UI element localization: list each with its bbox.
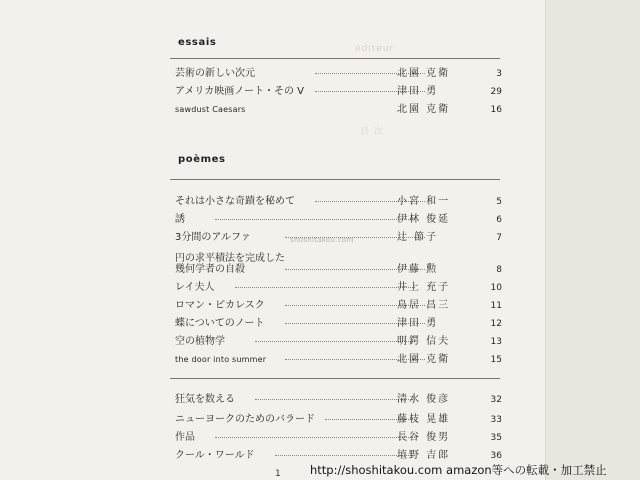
- entry-author: 伊林 俊延: [397, 214, 451, 225]
- section-rule: [170, 58, 500, 59]
- entry-author: 辻 節子: [397, 232, 439, 243]
- entry-title: ロマン・ピカレスク: [175, 300, 265, 311]
- entry-page: 13: [490, 337, 502, 347]
- entry-page: 8: [496, 265, 502, 275]
- footer-notice: http://shoshitakou.com amazon等への転載・加工禁止: [310, 463, 607, 477]
- watermark: shoshitakou.com: [290, 236, 354, 244]
- entry-author: 清水 俊彦: [397, 394, 451, 405]
- toc-entry: [175, 194, 505, 210]
- entry-author: 埴野 吉郎: [397, 450, 451, 461]
- leader-dots: [215, 219, 415, 220]
- entry-author: 北園 克衛: [397, 68, 451, 79]
- entry-title-line2: 幾何学者の自殺: [175, 264, 245, 275]
- toc-entry: [175, 280, 505, 296]
- entry-title: 3分間のアルファ: [175, 232, 251, 243]
- entry-title: クール・ワールド: [175, 450, 255, 461]
- entry-page: 3: [496, 69, 502, 79]
- entry-page: 33: [490, 415, 502, 425]
- entry-author: 井上 充子: [397, 282, 451, 293]
- entry-page: 16: [490, 105, 502, 115]
- entry-author: 津田 勇: [397, 318, 439, 329]
- toc-entry: [175, 334, 505, 350]
- entry-page: 10: [490, 283, 502, 293]
- leader-dots: [235, 287, 415, 288]
- entry-author: 津田 勇: [397, 86, 439, 97]
- leader-dots: [275, 455, 415, 456]
- page-edge: [545, 0, 640, 480]
- leader-dots: [255, 341, 415, 342]
- toc-entry: [175, 430, 505, 446]
- entry-page: 15: [490, 355, 502, 365]
- entry-title: 芸術の新しい次元: [175, 68, 255, 79]
- toc-entry: [175, 253, 505, 278]
- page-number: 1: [275, 469, 281, 479]
- entry-title: 誘: [175, 214, 185, 225]
- entry-author: 北園 克衛: [397, 104, 451, 115]
- entry-title: ニューヨークのためのバラード: [175, 414, 315, 425]
- entry-page: 36: [490, 451, 502, 461]
- entry-title: それは小さな奇蹟を秘めて: [175, 196, 295, 207]
- entry-page: 32: [490, 395, 502, 405]
- section-rule: [170, 179, 500, 180]
- entry-title: アメリカ映画ノート・その V: [175, 86, 305, 97]
- toc-entry: [175, 392, 505, 408]
- leader-dots: [255, 399, 415, 400]
- toc-entry: [175, 298, 505, 314]
- toc-entry: [175, 212, 505, 228]
- entry-title: 狂気を数える: [175, 394, 235, 405]
- toc-entry: [175, 84, 505, 100]
- entry-page: 5: [496, 197, 502, 207]
- entry-author: 北園 克衛: [397, 354, 451, 365]
- bleed-through-text: editeur: [355, 44, 395, 54]
- entry-title: sawdust Caesars: [175, 105, 246, 114]
- entry-page: 29: [490, 87, 502, 97]
- entry-title: レイ夫人: [175, 282, 215, 293]
- entry-page: 6: [496, 215, 502, 225]
- entry-page: 12: [490, 319, 502, 329]
- entry-author: 鳥居 昌三: [397, 300, 451, 311]
- entry-author: 伊藤 勲: [397, 264, 439, 275]
- leader-dots: [215, 437, 415, 438]
- toc-entry: [175, 102, 505, 118]
- toc-entry: [175, 352, 505, 368]
- toc-entry: [175, 412, 505, 428]
- entry-author: 明鍔 信夫: [397, 336, 451, 347]
- entry-page: 35: [490, 433, 502, 443]
- entry-author: 藤枝 晃雄: [397, 414, 451, 425]
- entry-title: 蝶についてのノート: [175, 318, 265, 329]
- toc-entry: [175, 66, 505, 82]
- entry-title: 空の植物学: [175, 336, 225, 347]
- entry-title: 作品: [175, 432, 195, 443]
- section-heading-poemes: poèmes: [178, 154, 226, 165]
- toc-entry: [175, 316, 505, 332]
- section-heading-essais: essais: [178, 37, 217, 48]
- entry-page: 11: [490, 301, 502, 311]
- entry-page: 7: [496, 233, 502, 243]
- section-rule: [170, 378, 500, 379]
- entry-title: 円の求平積法を完成した: [175, 253, 285, 264]
- entry-title: the door into summer: [175, 355, 267, 364]
- entry-author: 小宮 和一: [397, 196, 451, 207]
- entry-author: 長谷 俊男: [397, 432, 451, 443]
- bleed-through-text: 目 次: [360, 127, 384, 137]
